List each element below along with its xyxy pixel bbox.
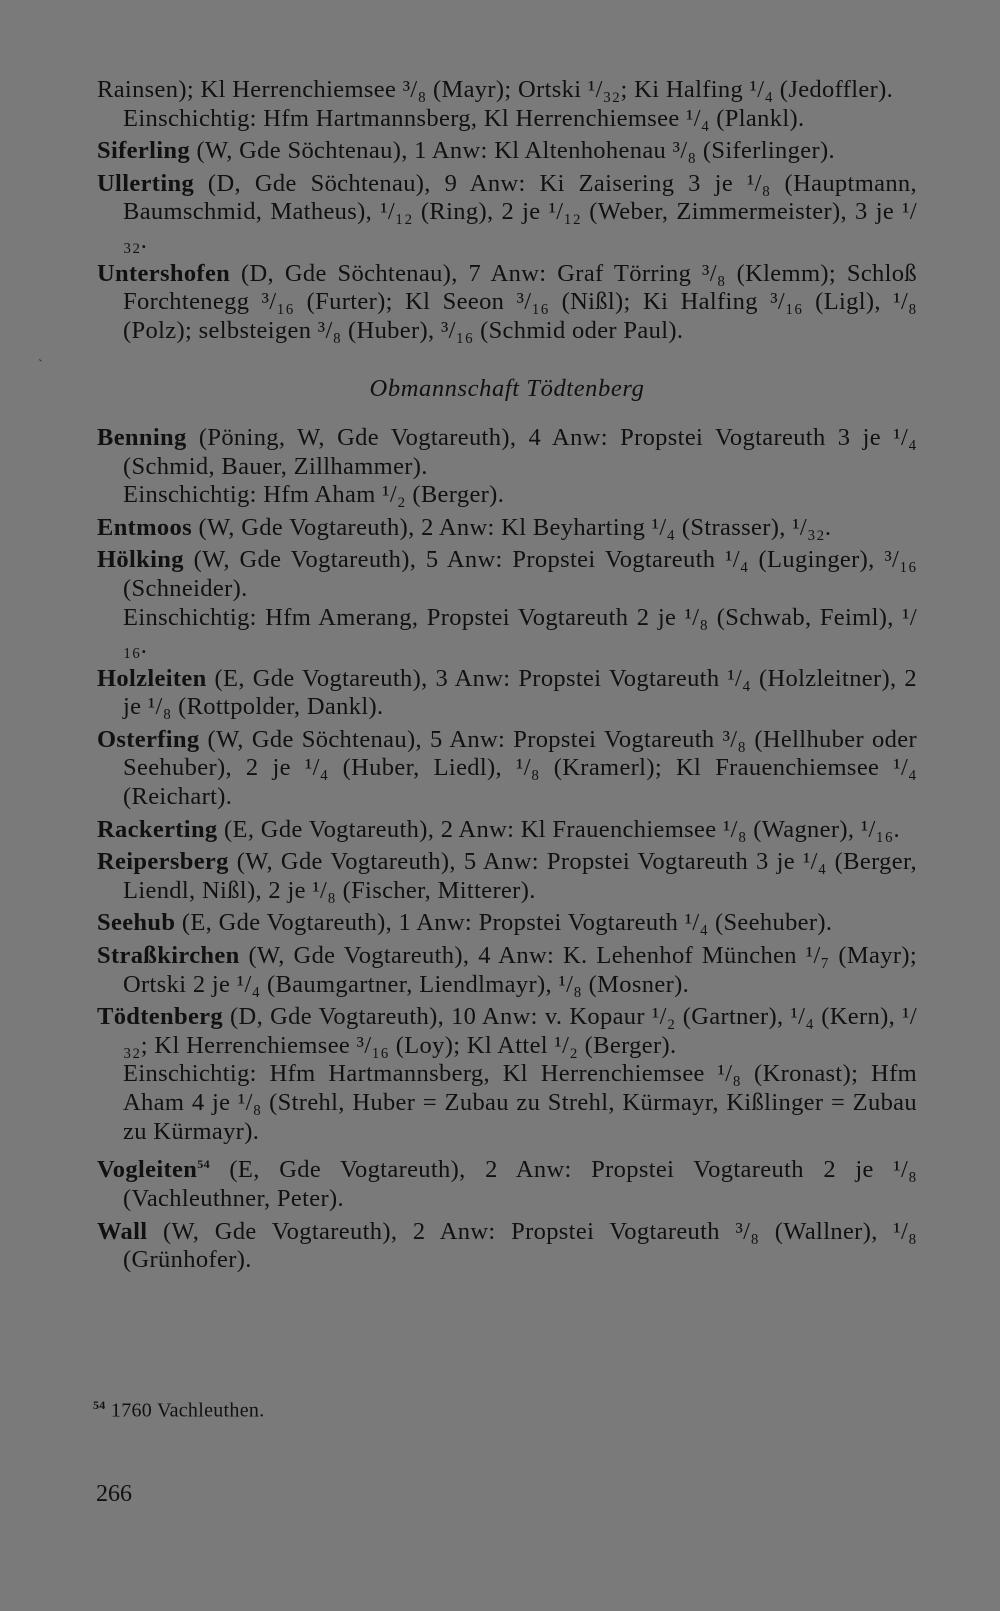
footnote	[93, 1398, 265, 1423]
entry-siferling	[97, 137, 917, 166]
entry-entmoos	[97, 514, 917, 543]
entry-ullerting	[97, 170, 917, 256]
place-name: Wall	[97, 1217, 148, 1245]
entry-text: (W, Gde Vogtareuth), 4 Anw: K. Lehenhof München ¹/₇ (Mayr); Ortski 2 je ¹/₄ (Baumgartner, Liendlmayr), ¹/₈ (Mosner).	[123, 942, 917, 998]
footnote-ref: 54	[197, 1157, 210, 1172]
entry-text: (W, Gde Vogtareuth), 2 Anw: Propstei Vogtareuth ³/₈ (Wallner), ¹/₈ (Grünhofer).	[123, 1217, 917, 1274]
place-name: Reipersberg	[97, 848, 229, 876]
footnote-text: 1760 Vachleuthen.	[105, 1399, 265, 1422]
entry-text: (W, Gde Vogtareuth), 2 Anw: Kl Beyharting ¹/₄ (Strasser), ¹/₃₂.	[192, 513, 832, 541]
entry-benning	[97, 424, 917, 510]
place-name: Seehub	[97, 909, 176, 937]
main-text	[97, 76, 917, 1279]
entry-text: (E, Gde Vogtareuth), 1 Anw: Propstei Vogtareuth ¹/₄ (Seehuber).	[175, 909, 833, 937]
einschichtig-line: Einschichtig: Hfm Aham ¹/₂ (Berger).	[123, 481, 505, 509]
entry-holzleiten	[97, 665, 917, 722]
entry-text: (W, Gde Vogtareuth), 5 Anw: Propstei Vogtareuth ¹/₄ (Luginger), ³/₁₆ (Schneider).	[123, 546, 917, 602]
entry-toedtenberg	[97, 1003, 917, 1146]
place-name: Untershofen	[97, 259, 231, 287]
place-name: Entmoos	[97, 513, 193, 541]
place-name: Holzleiten	[97, 664, 207, 692]
place-name: Benning	[97, 423, 187, 451]
entry-rackerting	[97, 816, 917, 845]
entry-hoelking	[97, 546, 917, 660]
entry-continued	[97, 76, 917, 133]
entry-vogleiten	[97, 1150, 917, 1213]
stray-mark: `	[38, 358, 43, 373]
entry-text: (E, Gde Vogtareuth), 3 Anw: Propstei Vogtareuth ¹/₄ (Holzleitner), 2 je ¹/₈ (Rottpolder, Dankl).	[123, 664, 917, 721]
entry-text: (D, Gde Söchtenau), 7 Anw: Graf Törring ³/₈ (Klemm); Schloß Forchtenegg ³/₁₆ (Furter); Kl Seeon ³/₁₆ (Nißl); Ki Halfing ³/₁₆ (Ligl), ¹/₈ (Polz); selbsteigen ³/₈ (Huber), ³/₁₆ (Schmid oder Paul).	[123, 259, 917, 344]
entry-osterfing	[97, 726, 917, 812]
entry-text: Rainsen); Kl Herrenchiemsee ³/₈ (Mayr); Ortski ¹/₃₂; Ki Halfing ¹/₄ (Jedoffler).	[97, 76, 894, 103]
entry-strasskirchen	[97, 942, 917, 999]
place-name: Ullerting	[97, 169, 195, 197]
entry-text: (D, Gde Vogtareuth), 10 Anw: v. Kopaur ¹/₂ (Gartner), ¹/₄ (Kern), ¹/₃₂; Kl Herrenchiemsee ³/₁₆ (Loy); Kl Attel ¹/₂ (Berger).	[123, 1003, 917, 1059]
entry-text: (E, Gde Vogtareuth), 2 Anw: Propstei Vogtareuth 2 je ¹/₈ (Vachleuthner, Peter).	[123, 1156, 917, 1212]
place-name: Straßkirchen	[97, 942, 240, 970]
entry-text: (Pöning, W, Gde Vogtareuth), 4 Anw: Propstei Vogtareuth 3 je ¹/₄ (Schmid, Bauer, Zillhammer).	[123, 423, 917, 480]
entry-text: (W, Gde Söchtenau), 5 Anw: Propstei Vogtareuth ³/₈ (Hellhuber oder Seehuber), 2 je ¹/₄ (Huber, Liedl), ¹/₈ (Kramerl); Kl Frauenchiemsee ¹/₄ (Reichart).	[123, 725, 917, 811]
entry-seehub	[97, 909, 917, 938]
entry-text: (D, Gde Söchtenau), 9 Anw: Ki Zaisering 3 je ¹/₈ (Hauptmann, Baumschmid, Matheus), ¹/₁₂ (Ring), 2 je ¹/₁₂ (Weber, Zimmermeister), 3 je ¹/₃₂.	[123, 169, 917, 254]
entry-untershofen	[97, 260, 917, 346]
page-number: 266	[96, 1481, 132, 1507]
einschichtig-line: Einschichtig: Hfm Hartmannsberg, Kl Herrenchiemsee ¹/₄ (Plankl).	[123, 104, 805, 132]
footnote-marker: 54	[93, 1398, 106, 1412]
einschichtig-line: Einschichtig: Hfm Hartmannsberg, Kl Herrenchiemsee ¹/₈ (Kronast); Hfm Aham 4 je ¹/₈ (Strehl, Huber = Zubau zu Strehl, Kürmayr, Kißlinger = Zubau zu Kürmayr).	[123, 1060, 917, 1145]
entry-wall	[97, 1218, 917, 1275]
section-heading: Obmannschaft Tödtenberg	[369, 375, 645, 403]
place-name: Tödtenberg	[97, 1003, 223, 1031]
place-name: Osterfing	[97, 725, 200, 753]
place-name: Vogleiten	[97, 1156, 198, 1184]
entry-text: (W, Gde Vogtareuth), 5 Anw: Propstei Vogtareuth 3 je ¹/₄ (Berger, Liendl, Nißl), 2 je ¹/₈ (Fischer, Mitterer).	[123, 848, 917, 904]
einschichtig-line: Einschichtig: Hfm Amerang, Propstei Vogtareuth 2 je ¹/₈ (Schwab, Feiml), ¹/₁₆.	[123, 603, 917, 660]
entry-text: (E, Gde Vogtareuth), 2 Anw: Kl Frauenchiemsee ¹/₈ (Wagner), ¹/₁₆.	[217, 815, 900, 843]
place-name: Hölking	[97, 546, 184, 574]
place-name: Siferling	[97, 137, 190, 165]
entry-text: (W, Gde Söchtenau), 1 Anw: Kl Altenhohenau ³/₈ (Siferlinger).	[189, 137, 835, 165]
entry-reipersberg	[97, 848, 917, 905]
place-name: Rackerting	[97, 815, 218, 843]
